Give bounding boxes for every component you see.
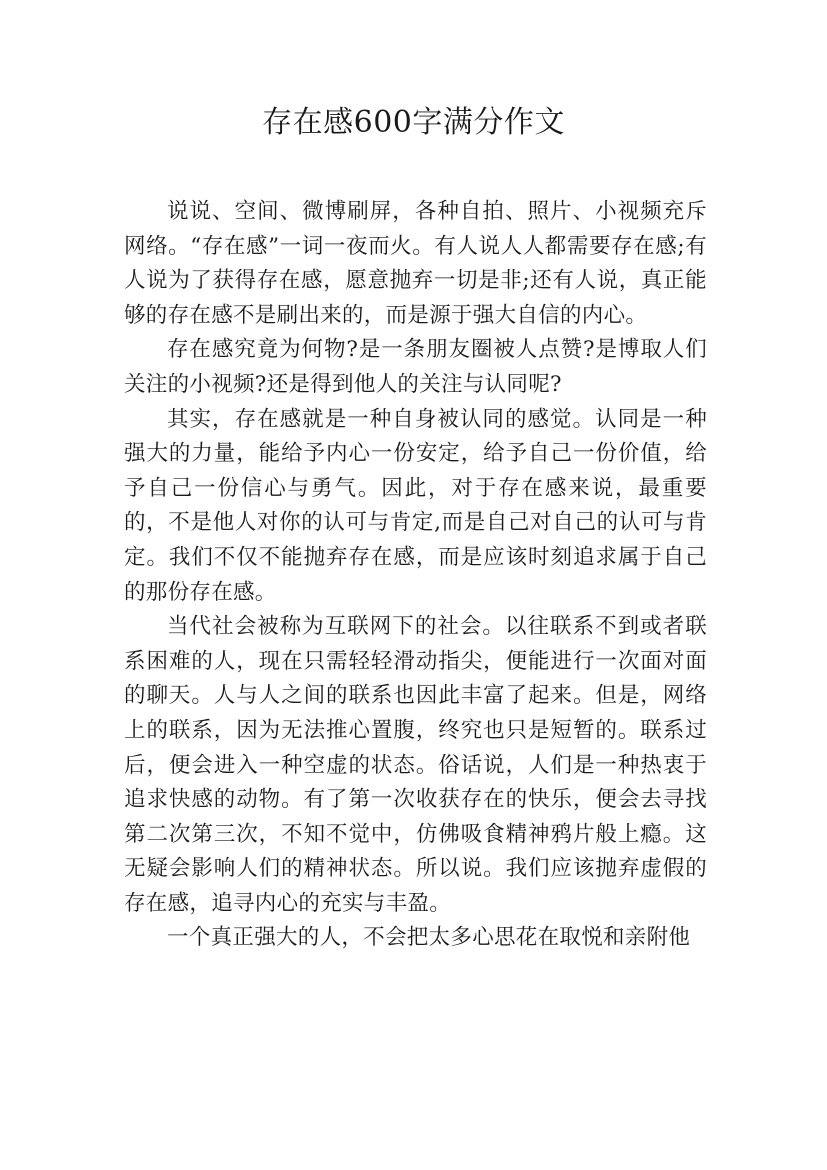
document-title: 存在感600字满分作文	[262, 105, 565, 140]
paragraph: 当代社会被称为互联网下的社会。以往联系不到或者联系困难的人，现在只需轻轻滑动指尖，便能进行一次面对面的聊天。人与人之间的联系也因此丰富了起来。但是，网络上的联系，因为无法推心置腹，终究也只是短暂的。联系过后，便会进入一种空虚的状态。俗话说，人们是一种热衷于追求快感的动物。有了第一次收获存在的快乐，便会去寻找第二次第三次，不知不觉中，仿佛吸食精神鸦片般上瘾。这无疑会影响人们的精神状态。所以说。我们应该抛弃虚假的存在感，追寻内心的充实与丰盈。	[124, 614, 707, 916]
paragraph: 说说、空间、微博刷屏，各种自拍、照片、小视频充斥网络。“存在感”一词一夜而火。有人说人人都需要存在感;有人说为了获得存在感，愿意抛弃一切是非;还有人说，真正能够的存在感不是刷出来的，而是源于强大自信的内心。	[124, 199, 707, 328]
document-body	[124, 195, 707, 956]
paragraph: 一个真正强大的人，不会把太多心思花在取悦和亲附他	[167, 925, 691, 951]
paragraph: 其实，存在感就是一种自身被认同的感觉。认同是一种强大的力量，能给予内心一份安定，给予自己一份价值，给予自己一份信心与勇气。因此，对于存在感来说，最重要的，不是他人对你的认可与肯定,而是自己对自己的认可与肯定。我们不仅不能抛弃存在感，而是应该时刻追求属于自己的那份存在感。	[124, 406, 707, 605]
paragraph: 存在感究竟为何物?是一条朋友圈被人点赞?是博取人们关注的小视频?还是得到他人的关注与认同呢?	[124, 337, 707, 397]
